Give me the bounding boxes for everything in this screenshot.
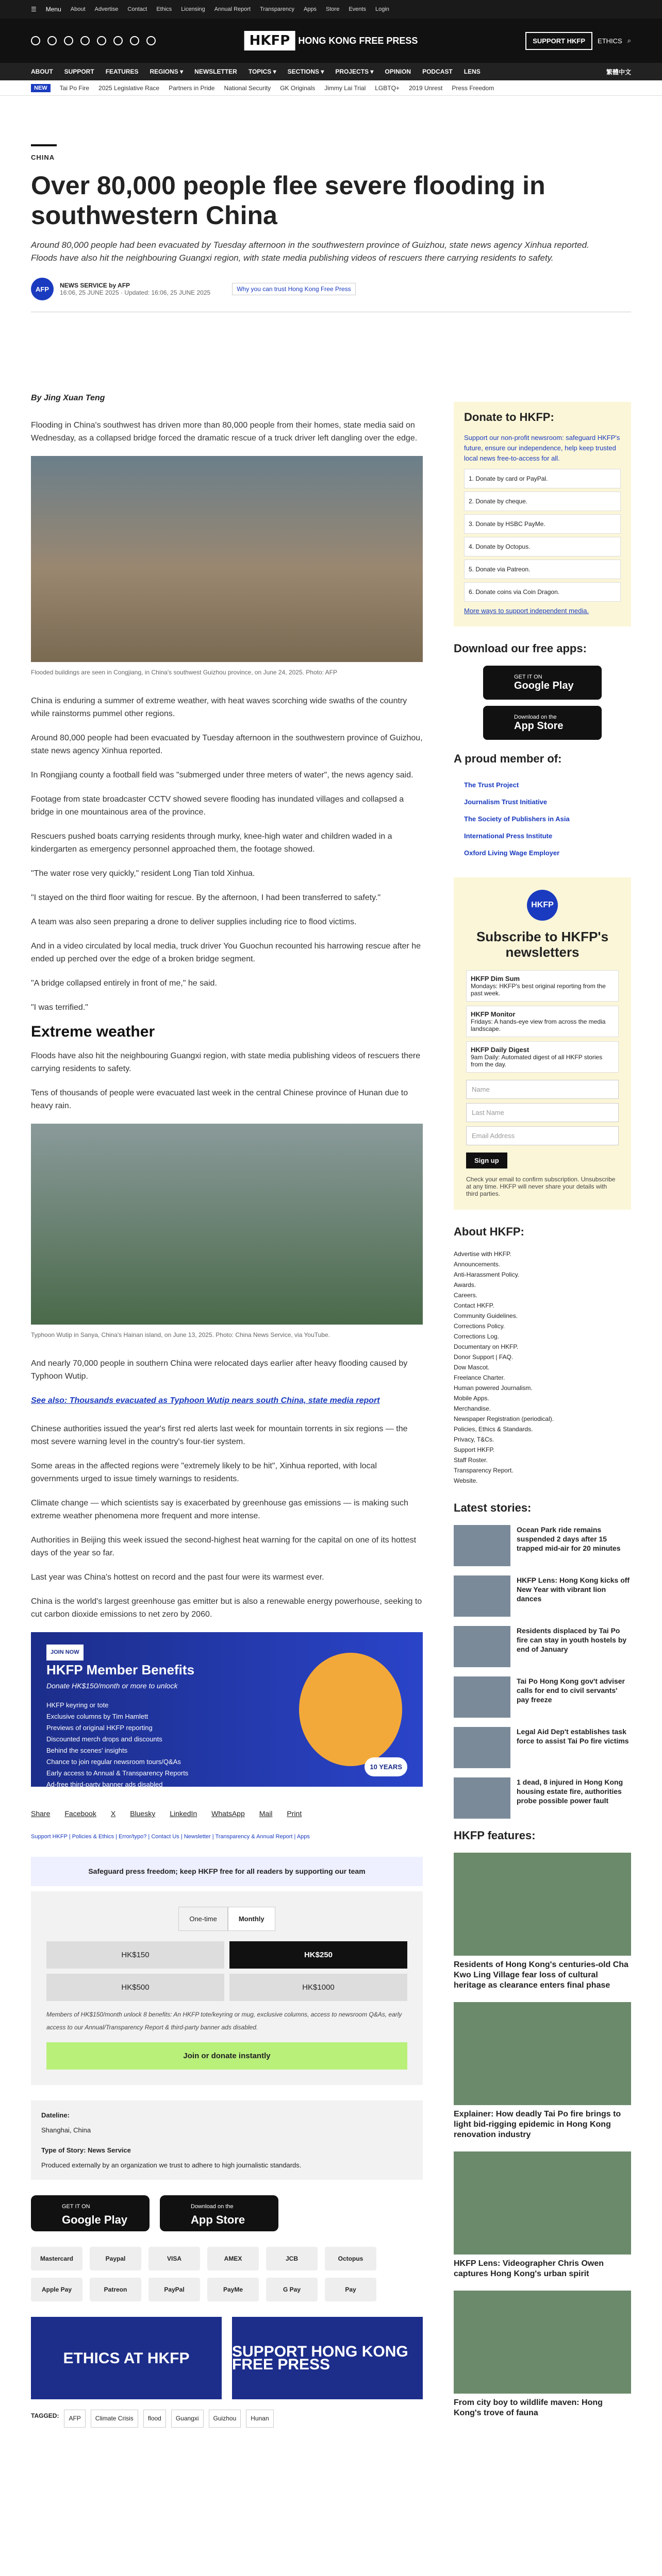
article-lede: Around 80,000 people had been evacuated by Tuesday afternoon in the southwestern province of Guizhou, state news agency Xinhua reported. Floods have also hit the neighbouring Guangxi region, with state media publishing videos of rescuers there carrying residents to safety. bbox=[31, 240, 589, 263]
tag[interactable]: flood bbox=[143, 2410, 166, 2428]
paragraph: Floods have also hit the neighbouring Guangxi region, with state media publishing videos of rescuers there carrying residents to safety. bbox=[31, 1052, 421, 1073]
paragraph: Rescuers pushed boats carrying residents through murky, knee-high water and children waded in a kindergarten as emergency personnel approached them, the footage showed. bbox=[31, 832, 392, 854]
top-link-licensing[interactable]: Licensing bbox=[181, 6, 205, 12]
nav-sections[interactable]: SECTIONS ▾ bbox=[287, 68, 324, 75]
feature-story[interactable]: Residents of Hong Kong's centuries-old Cha Kwo Ling Village fear loss of cultural heritage as clearance enters final phase bbox=[454, 1853, 631, 1991]
tagged-label: TAGGED: bbox=[31, 2412, 59, 2419]
share-bluesky[interactable]: Bluesky bbox=[130, 1809, 156, 1818]
donate-option[interactable]: 4. Donate by Octopus. bbox=[464, 537, 621, 556]
about-link[interactable]: Corrections Policy. bbox=[454, 1323, 505, 1330]
member-logos bbox=[454, 776, 631, 862]
share-bar bbox=[31, 1807, 423, 1820]
about-link[interactable]: Contact HKFP. bbox=[454, 1302, 494, 1309]
top-link-apps[interactable]: Apps bbox=[303, 6, 317, 12]
benefit-item: Exclusive columns by Tim Hamlett bbox=[46, 1713, 148, 1720]
trending-item[interactable]: 2025 Legislative Race bbox=[98, 84, 160, 92]
trending-item[interactable]: Tai Po Fire bbox=[59, 84, 90, 92]
photo-caption: Typhoon Wutip in Sanya, China's Hainan island, on June 13, 2025. Photo: China News Service, via YouTube. bbox=[31, 1331, 330, 1338]
byline-source[interactable]: NEWS SERVICE by AFP bbox=[60, 282, 130, 289]
trending-item[interactable]: Press Freedom bbox=[452, 84, 494, 92]
top-bar bbox=[0, 0, 662, 19]
instagram-icon[interactable] bbox=[64, 36, 73, 45]
about-link[interactable]: Donor Support | FAQ. bbox=[454, 1353, 514, 1361]
section-heading: Extreme weather bbox=[31, 1023, 155, 1040]
octopus-logo: Octopus bbox=[325, 2247, 376, 2270]
top-link-transparency[interactable]: Transparency bbox=[260, 6, 294, 12]
email-field[interactable]: Email Address bbox=[466, 1126, 619, 1145]
about-link[interactable]: Corrections Log. bbox=[454, 1333, 500, 1340]
paragraph: "I was terrified." bbox=[31, 1003, 88, 1012]
donate-sidebar bbox=[454, 402, 631, 626]
trust-project-logo[interactable]: The Trust Project bbox=[464, 781, 519, 789]
paragraph: Some areas in the affected regions were "extremely likely to be hit", Xinhua reported, with local governments urged to issue timely warnings to residents. bbox=[31, 1462, 377, 1483]
about-link[interactable]: Community Guidelines. bbox=[454, 1312, 518, 1319]
about-link[interactable]: Careers. bbox=[454, 1292, 478, 1299]
about-link[interactable]: Transparency Report. bbox=[454, 1467, 514, 1474]
amount-option[interactable]: HK$1000 bbox=[229, 1974, 407, 2001]
more-ways-link[interactable]: More ways to support independent media. bbox=[464, 607, 589, 615]
payme-logo: PayMe bbox=[207, 2278, 259, 2301]
nav-newsletter[interactable]: NEWSLETTER bbox=[194, 68, 237, 75]
nav-podcast[interactable]: PODCAST bbox=[422, 68, 453, 75]
about-link[interactable]: Staff Roster. bbox=[454, 1456, 488, 1464]
trending-item[interactable]: LGBTQ+ bbox=[375, 84, 400, 92]
apps-heading: Download our free apps: bbox=[454, 642, 587, 655]
tag[interactable]: Climate Crisis bbox=[91, 2410, 138, 2428]
trending-item[interactable]: GK Originals bbox=[280, 84, 316, 92]
share-mail[interactable]: Mail bbox=[259, 1809, 273, 1818]
about-link[interactable]: Documentary on HKFP. bbox=[454, 1343, 519, 1350]
about-link[interactable]: Advertise with HKFP. bbox=[454, 1250, 511, 1258]
mastercard-logo: Mastercard bbox=[31, 2247, 82, 2270]
donate-option[interactable]: 5. Donate via Patreon. bbox=[464, 560, 621, 579]
feature-thumbnail bbox=[454, 1853, 631, 1956]
latest-story[interactable]: Residents displaced by Tai Po fire can stay in youth hostels by end of January bbox=[454, 1626, 631, 1667]
tag-list bbox=[31, 2410, 423, 2428]
living-wage-logo[interactable]: Oxford Living Wage Employer bbox=[464, 849, 560, 857]
about-link[interactable]: Dow Mascot. bbox=[454, 1364, 490, 1371]
about-link[interactable]: Announcements. bbox=[454, 1261, 501, 1268]
feature-thumbnail bbox=[454, 2151, 631, 2255]
site-header bbox=[0, 19, 662, 63]
about-link[interactable]: Freelance Charter. bbox=[454, 1374, 505, 1381]
app-store-button[interactable]: Download on the App Store bbox=[483, 706, 602, 740]
trending-item[interactable]: Jimmy Lai Trial bbox=[324, 84, 366, 92]
share-whatsapp[interactable]: WhatsApp bbox=[211, 1809, 245, 1818]
trending-item[interactable]: Partners in Pride bbox=[169, 84, 215, 92]
feature-story[interactable]: From city boy to wildlife maven: Hong Kong's trove of fauna bbox=[454, 2291, 631, 2418]
latest-story[interactable]: HKFP Lens: Hong Kong kicks off New Year with vibrant lion dances bbox=[454, 1575, 631, 1617]
top-link-login[interactable]: Login bbox=[375, 6, 389, 12]
ethics-promo[interactable]: ETHICS AT HKFP bbox=[31, 2317, 222, 2399]
nav-opinion[interactable]: OPINION bbox=[385, 68, 411, 75]
paragraph: China is the world's largest greenhouse gas emitter but is also a renewable energy powerhouse, seeking to cut carbon dioxide emissions to net zero by 2060. bbox=[31, 1597, 422, 1619]
about-link[interactable]: Anti-Harassment Policy. bbox=[454, 1271, 520, 1278]
menu-icon[interactable]: ☰ bbox=[31, 6, 37, 13]
about-link[interactable]: Policies, Ethics & Standards. bbox=[454, 1426, 533, 1433]
about-link[interactable]: Support HKFP. bbox=[454, 1446, 495, 1453]
benefit-item: Discounted merch drops and discounts bbox=[46, 1735, 162, 1743]
story-type-heading: Type of Story: News Service bbox=[41, 2146, 131, 2154]
latest-story[interactable]: Tai Po Hong Kong gov't adviser calls for end to civil servants' pay freeze bbox=[454, 1676, 631, 1718]
support-promo[interactable]: SUPPORT HONG KONG FREE PRESS bbox=[232, 2317, 423, 2399]
dateline-heading: Dateline: bbox=[41, 2111, 70, 2119]
donate-widget bbox=[31, 1891, 423, 2085]
top-link-annual-report[interactable]: Annual Report bbox=[214, 6, 251, 12]
paragraph: In Rongjiang county a football field was "submerged under three meters of water", the news agency said. bbox=[31, 771, 413, 779]
tag[interactable]: Hunan bbox=[246, 2410, 273, 2428]
app-store-button[interactable]: Download on the App Store bbox=[160, 2195, 278, 2231]
feature-story[interactable]: HKFP Lens: Videographer Chris Owen captures Hong Kong's urban spirit bbox=[454, 2151, 631, 2279]
share-linkedin[interactable]: LinkedIn bbox=[170, 1809, 197, 1818]
paragraph: A team was also seen preparing a drone to deliver supplies including rice to flood victims. bbox=[31, 918, 357, 926]
name-field[interactable]: Name bbox=[466, 1080, 619, 1099]
tag[interactable]: AFP bbox=[64, 2410, 85, 2428]
signup-button[interactable]: Sign up bbox=[466, 1153, 507, 1168]
nav-projects[interactable]: PROJECTS ▾ bbox=[335, 68, 374, 75]
sidebar bbox=[454, 402, 631, 2430]
paragraph: Flooding in China's southwest has driven more than 80,000 people from their homes, state media said on Wednesday, as a collapsed bridge forced the dramatic rescue of a truck driver left dangling over the edge. bbox=[31, 421, 418, 443]
banner-subtitle: Donate HK$150/month or more to unlock bbox=[46, 1682, 178, 1690]
about-link[interactable]: Human powered Journalism. bbox=[454, 1384, 533, 1392]
donate-heading: Donate to HKFP: bbox=[464, 411, 554, 423]
threads-icon[interactable] bbox=[80, 36, 90, 45]
paragraph: And in a video circulated by local media, truck driver You Guochun recounted his harrowing rescue after he ended up perched over the edge of a broken bridge segment. bbox=[31, 942, 421, 963]
donate-option[interactable]: 1. Donate by card or PayPal. bbox=[464, 469, 621, 488]
pay-logo: Pay bbox=[325, 2278, 376, 2301]
author-line: By Jing Xuan Teng bbox=[31, 394, 105, 402]
menu-label[interactable]: Menu bbox=[45, 6, 61, 13]
nav-support[interactable]: SUPPORT bbox=[64, 68, 94, 75]
about-link[interactable]: Merchandise. bbox=[454, 1405, 491, 1412]
hkfp-logo: HKFP bbox=[527, 890, 558, 921]
nav-about[interactable]: ABOUT bbox=[31, 68, 53, 75]
about-link[interactable]: Newspaper Registration (periodical). bbox=[454, 1415, 554, 1422]
paragraph: Climate change — which scientists say is exacerbated by greenhouse gas emissions — is making such extreme weather phenomena more frequent and more intense. bbox=[31, 1499, 408, 1520]
last-name-field[interactable]: Last Name bbox=[466, 1103, 619, 1122]
ten-years-badge: 10 YEARS bbox=[365, 1757, 407, 1776]
search-icon[interactable]: ⌕ bbox=[627, 37, 631, 44]
tag[interactable]: Guizhou bbox=[209, 2410, 241, 2428]
donate-option[interactable]: 6. Donate coins via Coin Dragon. bbox=[464, 582, 621, 602]
about-link[interactable]: Privacy, T&Cs. bbox=[454, 1436, 494, 1443]
support-hkfp-button[interactable]: SUPPORT HKFP bbox=[525, 32, 592, 50]
nav-regions[interactable]: REGIONS ▾ bbox=[150, 68, 184, 75]
dateline-value: Shanghai, China bbox=[41, 2126, 91, 2134]
google-play-button[interactable]: GET IT ON Google Play bbox=[483, 666, 602, 700]
feature-story[interactable]: Explainer: How deadly Tai Po fire brings to light bid-rigging epidemic in Hong Kong renovation industry bbox=[454, 2002, 631, 2140]
latest-heading: Latest stories: bbox=[454, 1501, 532, 1514]
about-link[interactable]: Mobile Apps. bbox=[454, 1395, 489, 1402]
benefit-item: Chance to join regular newsroom tours/Q&As bbox=[46, 1758, 181, 1766]
payment-logos bbox=[31, 2247, 423, 2301]
flood-photo bbox=[31, 456, 423, 662]
amex-logo: AMEX bbox=[207, 2247, 259, 2270]
story-thumbnail bbox=[454, 1727, 510, 1768]
x-icon[interactable] bbox=[47, 36, 57, 45]
features-heading: HKFP features: bbox=[454, 1829, 536, 1842]
benefit-item: Early access to Annual & Transparency Reports bbox=[46, 1769, 189, 1777]
join-donate-button[interactable]: Join or donate instantly bbox=[46, 2042, 407, 2070]
amount-option[interactable]: HK$150 bbox=[46, 1941, 224, 1969]
newsletter-heading: Subscribe to HKFP's newsletters bbox=[476, 929, 609, 960]
gpay-logo: G Pay bbox=[266, 2278, 318, 2301]
feature-thumbnail bbox=[454, 2002, 631, 2105]
newsletter-option[interactable]: HKFP Monitor Fridays: A hands-eye view from across the media landscape. bbox=[466, 1006, 619, 1037]
story-thumbnail bbox=[454, 1676, 510, 1718]
paragraph: "A bridge collapsed entirely in front of me," he said. bbox=[31, 979, 217, 988]
about-link[interactable]: Website. bbox=[454, 1477, 478, 1484]
top-link-events[interactable]: Events bbox=[349, 6, 366, 12]
trending-item[interactable]: National Security bbox=[224, 84, 271, 92]
donate-option[interactable]: 2. Donate by cheque. bbox=[464, 492, 621, 511]
avatar: AFP bbox=[31, 278, 54, 300]
newsletter-option[interactable]: HKFP Dim Sum Mondays: HKFP's best original reporting from the past week. bbox=[466, 970, 619, 1002]
top-link-store[interactable]: Store bbox=[326, 6, 340, 12]
facebook-icon[interactable] bbox=[31, 36, 40, 45]
category-label[interactable]: CHINA bbox=[31, 144, 57, 161]
visa-logo: VISA bbox=[148, 2247, 200, 2270]
mastodon-icon[interactable] bbox=[146, 36, 156, 45]
share-x[interactable]: X bbox=[110, 1809, 116, 1818]
feature-thumbnail bbox=[454, 2291, 631, 2394]
photo-caption: Flooded buildings are seen in Congjiang, in China's southwest Guizhou province, on June 24, 2025. Photo: AFP bbox=[31, 669, 338, 676]
trending-bar bbox=[0, 80, 662, 96]
see-also-link[interactable]: See also: Thousands evacuated as Typhoon Wutip nears south China, state media report bbox=[31, 1396, 380, 1405]
newsletter-option[interactable]: HKFP Daily Digest 9am Daily: Automated digest of all HKFP stories from the day. bbox=[466, 1041, 619, 1073]
nav-features[interactable]: FEATURES bbox=[105, 68, 139, 75]
story-thumbnail bbox=[454, 1777, 510, 1819]
top-link-about[interactable]: About bbox=[70, 6, 86, 12]
paragraph: Around 80,000 people had been evacuated by Tuesday afternoon in the southwestern province of Guizhou, state news agency Xinhua reported. bbox=[31, 734, 423, 755]
donate-note: Members of HK$150/month unlock 8 benefits: An HKFP tote/keyring or mug, exclusive columns, access to newsroom Q&As, early access to our Annual/Transparency Report & third-party banner ads disabled. bbox=[46, 2011, 402, 2031]
donate-option[interactable]: 3. Donate by HSBC PayMe. bbox=[464, 514, 621, 534]
benefit-item: HKFP keyring or tote bbox=[46, 1701, 109, 1709]
article-body bbox=[31, 392, 423, 2428]
paragraph: Last year was China's hottest on record and the past four were its warmest ever. bbox=[31, 1573, 324, 1582]
trust-link[interactable]: Why you can trust Hong Kong Free Press bbox=[232, 283, 355, 295]
latest-story[interactable]: Ocean Park ride remains suspended 2 days after 15 trapped mid-air for 20 minutes bbox=[454, 1525, 631, 1566]
paragraph: Chinese authorities issued the year's first red alerts last week for mountain torrents in six regions — the most severe warning level in the country's four-tier system. bbox=[31, 1425, 408, 1446]
story-thumbnail bbox=[454, 1575, 510, 1617]
new-badge: NEW bbox=[31, 84, 51, 92]
ethics-link[interactable]: ETHICS bbox=[598, 37, 622, 45]
paragraph: Authorities in Beijing this week issued the second-highest heat warning for the capital on one of its hottest days of the year so far. bbox=[31, 1536, 417, 1557]
member-benefits-banner[interactable] bbox=[31, 1632, 423, 1787]
paragraph: Footage from state broadcaster CCTV showed severe flooding has inundated villages and collapsed a bridge in one mountainous area of the province. bbox=[31, 795, 404, 817]
newsletter-note: Check your email to confirm subscription. Unsubscribe at any time. HKFP will never share your details with third parties. bbox=[466, 1176, 616, 1197]
social-icons bbox=[31, 36, 156, 45]
amount-option[interactable]: HK$250 bbox=[229, 1941, 407, 1969]
benefit-item: Previews of original HKFP reporting bbox=[46, 1724, 153, 1732]
newsletter-box bbox=[454, 877, 631, 1210]
bluesky-icon[interactable] bbox=[130, 36, 139, 45]
share-print[interactable]: Print bbox=[287, 1809, 302, 1818]
linkedin-icon[interactable] bbox=[113, 36, 123, 45]
jti-logo[interactable]: Journalism Trust Initiative bbox=[464, 798, 548, 806]
donate-text[interactable]: Support our non-profit newsroom: safeguard HKFP's future, ensure our independence, help keep trusted local news free-to-access for all. bbox=[464, 434, 620, 462]
sopa-logo[interactable]: The Society of Publishers in Asia bbox=[464, 815, 570, 823]
page-title: Over 80,000 people flee severe flooding in southwestern China bbox=[31, 171, 545, 230]
ipi-logo[interactable]: International Press Institute bbox=[464, 832, 553, 840]
paragraph: And nearly 70,000 people in southern China were relocated days earlier after heavy flooding caused by Typhoon Wutip. bbox=[31, 1359, 408, 1381]
byline-dates: 16:06, 25 JUNE 2025 · Updated: 16:06, 25 JUNE 2025 bbox=[60, 289, 211, 296]
paragraph: Tens of thousands of people were evacuated last week in the central Chinese province of Hunan due to heavy rain. bbox=[31, 1089, 408, 1110]
article-header bbox=[31, 144, 631, 312]
app-buttons bbox=[31, 2195, 423, 2231]
nav-lens[interactable]: LENS bbox=[464, 68, 481, 75]
nav-topics[interactable]: TOPICS ▾ bbox=[248, 68, 276, 75]
paragraph: China is enduring a summer of extreme weather, with heat waves scorching wide swaths of the country while rainstorms pummel other regions. bbox=[31, 697, 407, 718]
story-meta bbox=[31, 2100, 423, 2180]
footer-links[interactable]: Support HKFP | Policies & Ethics | Error/typo? | Contact Us | Newsletter | Transparency & Annual Report | Apps bbox=[31, 1834, 310, 1840]
youtube-icon[interactable] bbox=[97, 36, 106, 45]
top-link-ethics[interactable]: Ethics bbox=[156, 6, 172, 12]
tag[interactable]: Guangxi bbox=[171, 2410, 204, 2428]
join-now-badge[interactable]: JOIN NOW bbox=[46, 1645, 84, 1660]
share-label: Share bbox=[31, 1809, 51, 1818]
promo-tiles bbox=[31, 2317, 423, 2399]
language-switch[interactable]: 繁體中文 bbox=[606, 68, 631, 76]
about-link[interactable]: Awards. bbox=[454, 1281, 476, 1289]
top-link-contact[interactable]: Contact bbox=[127, 6, 147, 12]
tab-monthly[interactable]: Monthly bbox=[228, 1907, 275, 1931]
benefit-item: Behind the scenes' insights bbox=[46, 1747, 128, 1754]
latest-story[interactable]: Legal Aid Dep't establishes task force to assist Tai Po fire victims bbox=[454, 1727, 631, 1768]
share-facebook[interactable]: Facebook bbox=[64, 1809, 96, 1818]
about-list bbox=[454, 1249, 631, 1486]
site-logo[interactable]: HKFP HONG KONG FREE PRESS bbox=[244, 31, 418, 50]
google-play-button[interactable]: GET IT ON Google Play bbox=[31, 2195, 150, 2231]
safeguard-banner[interactable]: Safeguard press freedom; keep HKFP free for all readers by supporting our team bbox=[31, 1857, 423, 1886]
paypal-logo: PayPal bbox=[148, 2278, 200, 2301]
latest-story[interactable]: 1 dead, 8 injured in Hong Kong housing estate fire, authorities probe possible power fault bbox=[454, 1777, 631, 1819]
main-nav bbox=[0, 63, 662, 80]
paragraph: "The water rose very quickly," resident Long Tian told Xinhua. bbox=[31, 869, 255, 878]
patreon-logo: Patreon bbox=[90, 2278, 141, 2301]
tab-one-time[interactable]: One-time bbox=[178, 1907, 227, 1931]
about-heading: About HKFP: bbox=[454, 1225, 524, 1238]
mascot-image bbox=[299, 1653, 402, 1766]
banner-title: HKFP Member Benefits bbox=[46, 1662, 195, 1677]
story-type-value: Produced externally by an organization we trust to adhere to high journalistic standards. bbox=[41, 2161, 302, 2169]
story-thumbnail bbox=[454, 1626, 510, 1667]
top-link-advertise[interactable]: Advertise bbox=[94, 6, 119, 12]
jcb-logo: JCB bbox=[266, 2247, 318, 2270]
paypal-logo: Paypal bbox=[90, 2247, 141, 2270]
byline bbox=[31, 278, 631, 300]
trending-item[interactable]: 2019 Unrest bbox=[408, 84, 443, 92]
story-thumbnail bbox=[454, 1525, 510, 1566]
apple-pay-logo: Apple Pay bbox=[31, 2278, 82, 2301]
typhoon-photo bbox=[31, 1124, 423, 1325]
benefit-item: Ad-free third-party banner ads disabled bbox=[46, 1781, 163, 1788]
paragraph: "I stayed on the third floor waiting for rescue. By the afternoon, I had been transferred to safety." bbox=[31, 893, 381, 902]
member-heading: A proud member of: bbox=[454, 752, 562, 765]
amount-option[interactable]: HK$500 bbox=[46, 1974, 224, 2001]
